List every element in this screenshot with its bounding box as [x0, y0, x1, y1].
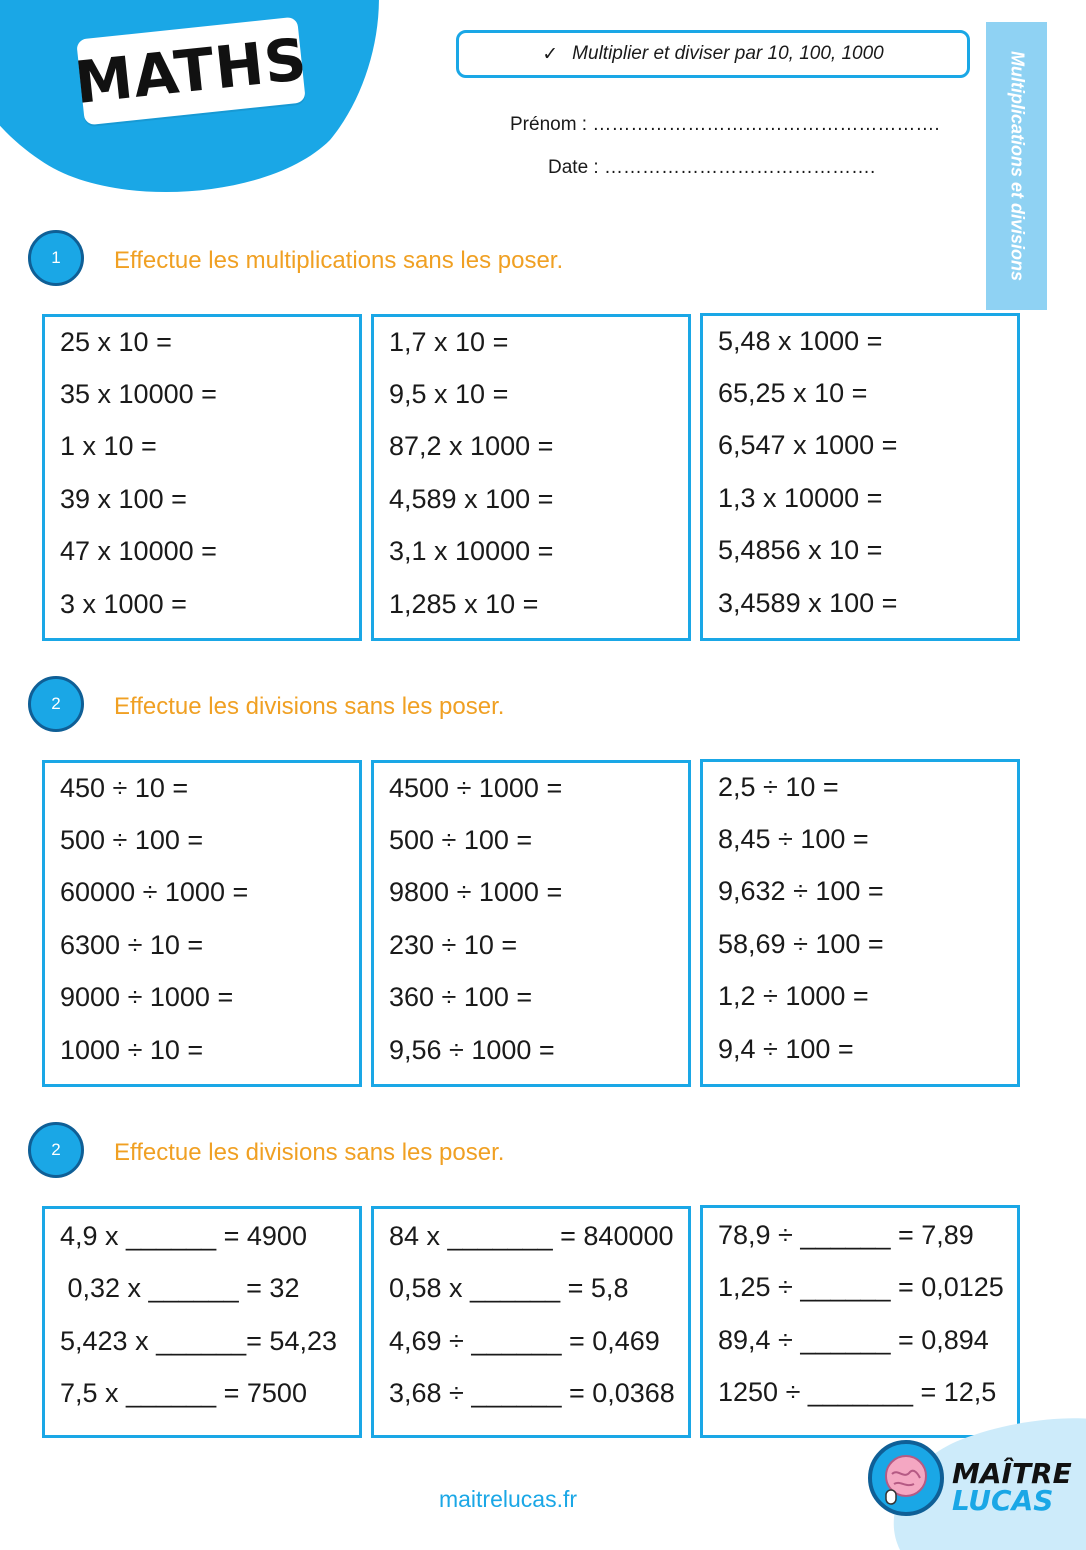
exercise-line[interactable]: 9000 ÷ 1000 = — [60, 982, 234, 1012]
section-3-number: 2 — [28, 1122, 84, 1178]
section-3-title: Effectue les divisions sans les poser. — [114, 1139, 505, 1166]
section-1-number: 1 — [28, 230, 84, 286]
exercise-line[interactable]: 9,56 ÷ 1000 = — [389, 1035, 555, 1065]
exercise-line[interactable]: 1,285 x 10 = — [389, 589, 539, 619]
exercise-box — [371, 1206, 691, 1438]
logo-line-1: MAÎTRE — [952, 1457, 1072, 1490]
exercise-box — [700, 759, 1020, 1087]
exercise-box — [42, 314, 362, 641]
exercise-line[interactable]: 0,58 x ______ = 5,8 — [389, 1273, 629, 1303]
exercise-line[interactable]: 4,9 x ______ = 4900 — [60, 1221, 307, 1251]
exercise-line[interactable]: 5,4856 x 10 = — [718, 535, 883, 565]
exercise-line[interactable]: 360 ÷ 100 = — [389, 982, 533, 1012]
exercise-box — [700, 313, 1020, 641]
exercise-line[interactable]: 47 x 10000 = — [60, 536, 217, 566]
exercise-line[interactable]: 39 x 100 = — [60, 484, 187, 514]
exercise-line[interactable]: 6300 ÷ 10 = — [60, 930, 204, 960]
exercise-line[interactable]: 4,69 ÷ ______ = 0,469 — [389, 1326, 660, 1356]
exercise-line[interactable]: 89,4 ÷ ______ = 0,894 — [718, 1325, 989, 1355]
exercise-line[interactable]: 60000 ÷ 1000 = — [60, 877, 249, 907]
date-field[interactable]: Date : ……………………………………. — [548, 157, 876, 178]
exercise-line[interactable]: 35 x 10000 = — [60, 379, 217, 409]
exercise-line[interactable]: 1,3 x 10000 = — [718, 483, 883, 513]
exercise-box — [371, 314, 691, 641]
brain-mascot-icon — [868, 1440, 944, 1516]
exercise-line[interactable]: 25 x 10 = — [60, 327, 172, 357]
objective-box — [456, 30, 970, 78]
exercise-line[interactable]: 9800 ÷ 1000 = — [389, 877, 563, 907]
exercise-line[interactable]: 3,68 ÷ ______ = 0,0368 — [389, 1378, 675, 1408]
exercise-line[interactable]: 9,5 x 10 = — [389, 379, 509, 409]
section-2-title: Effectue les divisions sans les poser. — [114, 693, 505, 720]
exercise-line[interactable]: 500 ÷ 100 = — [60, 825, 204, 855]
exercise-line[interactable]: 0,32 x ______ = 32 — [60, 1273, 300, 1303]
exercise-line[interactable]: 65,25 x 10 = — [718, 378, 868, 408]
exercise-line[interactable]: 1 x 10 = — [60, 431, 157, 461]
section-1-title: Effectue les multiplications sans les poser. — [114, 247, 564, 274]
exercise-box — [371, 760, 691, 1087]
exercise-box — [42, 1206, 362, 1438]
exercise-line[interactable]: 450 ÷ 10 = — [60, 773, 189, 803]
exercise-line[interactable]: 1,7 x 10 = — [389, 327, 509, 357]
exercise-line[interactable]: 87,2 x 1000 = — [389, 431, 554, 461]
exercise-line[interactable]: 7,5 x ______ = 7500 — [60, 1378, 307, 1408]
exercise-line[interactable]: 1250 ÷ _______ = 12,5 — [718, 1377, 997, 1407]
side-tab-text: Multiplications et divisions — [1007, 50, 1027, 282]
exercise-line[interactable]: 8,45 ÷ 100 = — [718, 824, 869, 854]
exercise-line[interactable]: 1,2 ÷ 1000 = — [718, 981, 869, 1011]
maths-label-text: MATHS — [71, 25, 311, 117]
exercise-line[interactable]: 84 x _______ = 840000 — [389, 1221, 674, 1251]
side-tab — [986, 22, 1047, 310]
logo-line-2: LUCAS — [952, 1484, 1054, 1517]
exercise-line[interactable]: 5,423 x ______= 54,23 — [60, 1326, 338, 1356]
exercise-line[interactable]: 4,589 x 100 = — [389, 484, 554, 514]
section-2-number: 2 — [28, 676, 84, 732]
exercise-line[interactable]: 1000 ÷ 10 = — [60, 1035, 204, 1065]
exercise-line[interactable]: 230 ÷ 10 = — [389, 930, 518, 960]
exercise-line[interactable]: 5,48 x 1000 = — [718, 326, 883, 356]
exercise-line[interactable]: 9,4 ÷ 100 = — [718, 1034, 854, 1064]
exercise-box — [42, 760, 362, 1087]
exercise-line[interactable]: 3,1 x 10000 = — [389, 536, 554, 566]
exercise-line[interactable]: 2,5 ÷ 10 = — [718, 772, 839, 802]
exercise-line[interactable]: 500 ÷ 100 = — [389, 825, 533, 855]
exercise-line[interactable]: 4500 ÷ 1000 = — [389, 773, 563, 803]
exercise-line[interactable]: 3 x 1000 = — [60, 589, 187, 619]
exercise-line[interactable]: 78,9 ÷ ______ = 7,89 — [718, 1220, 974, 1250]
footer-url[interactable]: maitrelucas.fr — [438, 1486, 578, 1512]
exercise-line[interactable]: 9,632 ÷ 100 = — [718, 876, 884, 906]
objective-text: Multiplier et diviser par 10, 100, 1000 — [572, 43, 884, 64]
prenom-field[interactable]: Prénom : ………………………………………………. — [510, 114, 940, 135]
exercise-line[interactable]: 3,4589 x 100 = — [718, 588, 898, 618]
exercise-line[interactable]: 6,547 x 1000 = — [718, 430, 898, 460]
exercise-line[interactable]: 1,25 ÷ ______ = 0,0125 — [718, 1272, 1004, 1302]
exercise-line[interactable]: 58,69 ÷ 100 = — [718, 929, 884, 959]
check-icon: ✓ — [542, 43, 559, 65]
